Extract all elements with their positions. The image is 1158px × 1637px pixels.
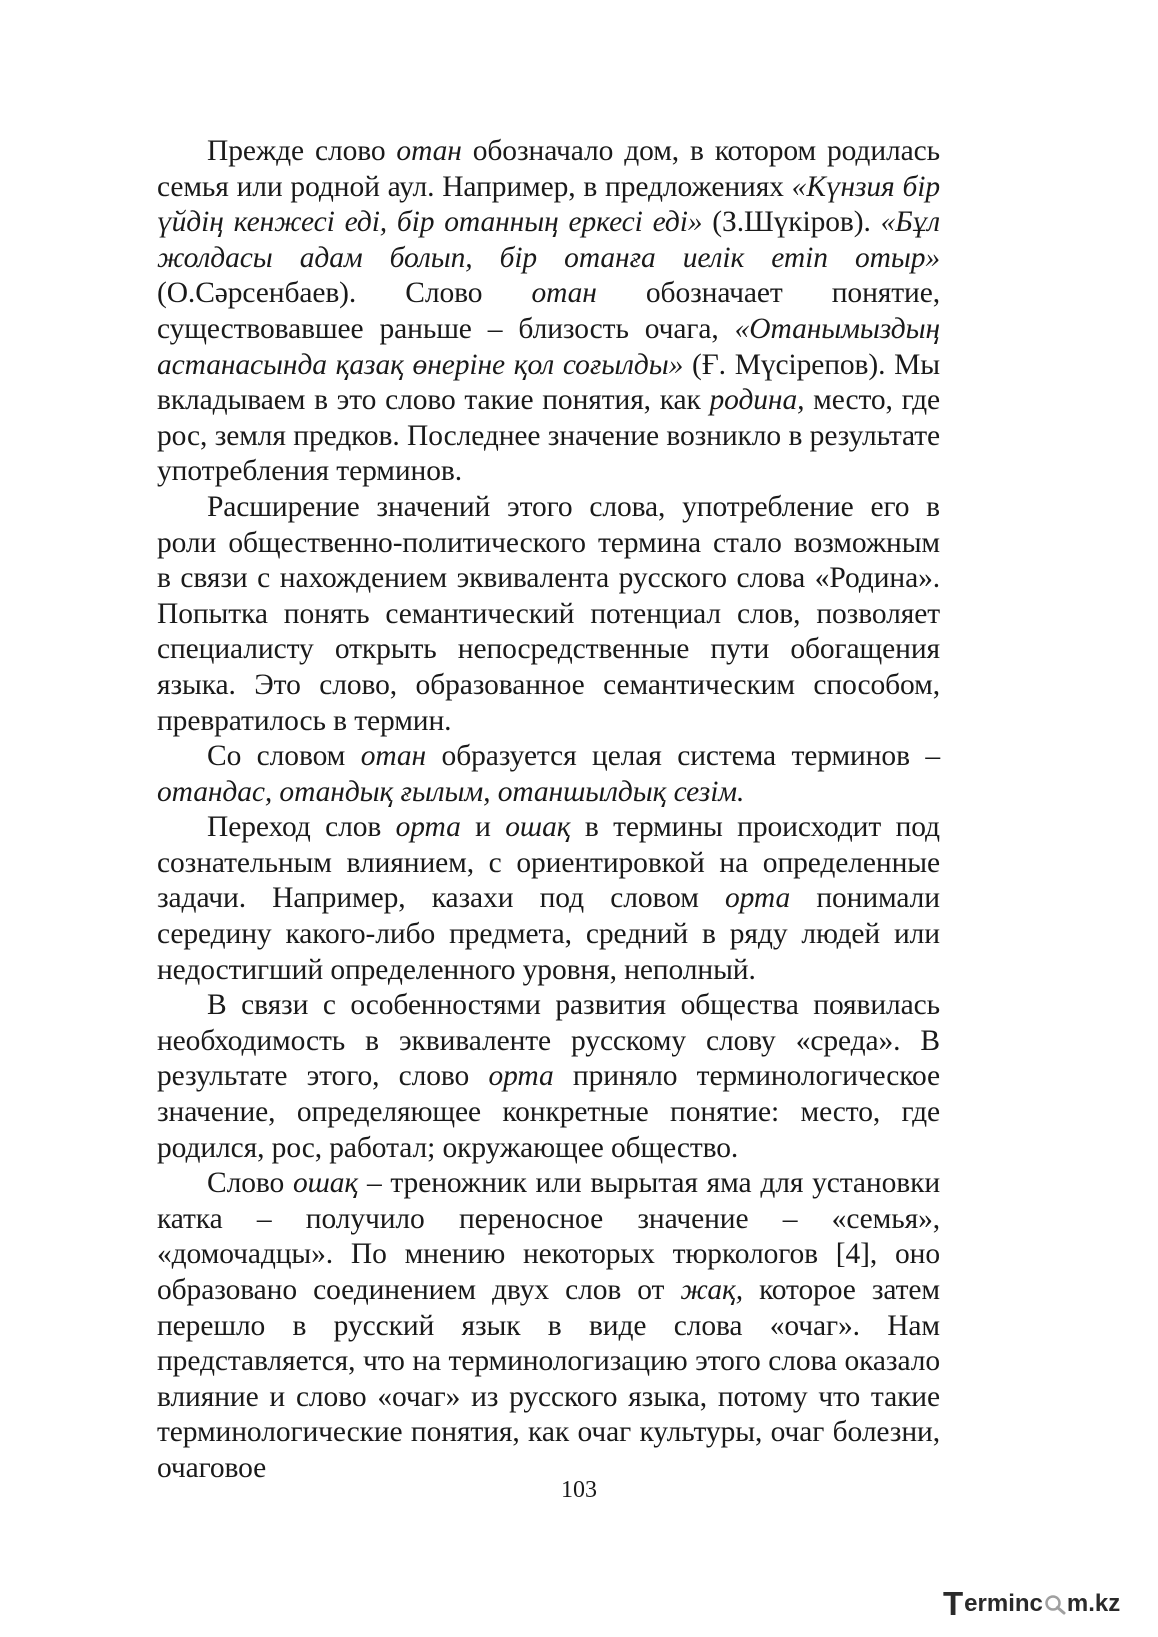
text-run: которое затем перешло в русский язык в виде слова «очаг». Нам представляется, что на терминологизацию этого слова оказало влияние и слово «очаг» из русского языка, потому что такие терминологические понятия, как очаг культуры, очаг болезни, очаговое	[157, 1274, 940, 1484]
text-run: понимали середину какого-либо предмета, средний в ряду людей или недостигший определенного уровня, неполный.	[157, 882, 940, 986]
italic-term: отандас, отандық ғылым, отаншылдық сезім.	[157, 775, 745, 808]
paragraph	[157, 988, 940, 1166]
text-run: обозначает понятие, существовавшее раньше – близость очага,	[157, 277, 940, 345]
watermark-text-part-2: m.kz	[1066, 1590, 1121, 1617]
magnifier-icon	[1044, 1593, 1066, 1615]
paragraph	[157, 490, 940, 739]
paragraph	[157, 134, 940, 490]
text-run: (Ғ. Мүсірепов). Мы вкладываем в это слово такие понятия, как	[157, 348, 940, 417]
text-run: (О.Сәрсенбаев). Слово	[157, 277, 532, 310]
italic-term: орта	[395, 811, 461, 844]
italic-term: «Отанымыздың астанасында қазақ өнеріне қол соғылды»	[157, 312, 940, 381]
italic-term: орта	[724, 882, 791, 915]
text-run: Расширение значений этого слова, употребление его в роли общественно-политического термина стало возможным в связи с нахождением эквивалента русского слова «Родина». Попытка понять семантический потенциал слов, позволяет специалисту открыть непосредственные пути обогащения языка. Это слово, образованное семантическим способом, превратилось в термин.	[157, 490, 940, 737]
italic-term: отан	[531, 277, 597, 310]
text-run: Со словом	[207, 740, 361, 773]
site-watermark	[943, 1586, 1120, 1622]
italic-term: «Бұл жолдасы адам болып, бір отанға иелік етіп отыр»	[157, 206, 940, 274]
text-run: (З.Шүкіров).	[702, 206, 881, 239]
italic-term: жақ,	[680, 1274, 743, 1306]
italic-term: орта	[488, 1060, 554, 1093]
page-number: 103	[561, 1477, 597, 1503]
italic-term: «Күнзия бір үйдің кенжесі еді, бір отанның еркесі еді»	[157, 170, 940, 239]
text-run: Прежде слово	[207, 135, 397, 167]
paragraph	[157, 810, 940, 988]
italic-term: ошақ	[292, 1167, 359, 1200]
text-run: и	[460, 811, 506, 844]
paragraph	[157, 739, 940, 810]
italic-term: родина,	[709, 384, 805, 417]
italic-term: отан	[360, 740, 427, 773]
paragraph	[157, 1166, 940, 1486]
italic-term: ошақ	[505, 811, 571, 844]
text-run: место, где рос, земля предков. Последнее значение возникло в результате употребления терминов.	[157, 384, 940, 488]
watermark-letter-t: T	[943, 1585, 964, 1622]
text-run: – треножник или вырытая яма для установки катка – получило переносное значение – «семья», «домочадцы». По мнению некоторых тюркологов [4], оно образовано соединением двух слов от	[157, 1167, 941, 1306]
text-run: обозначало дом, в котором родилась семья или родной аул. Например, в предложениях	[157, 135, 940, 203]
text-run: в термины происходит под сознательным влиянием, с ориентировкой на определенные задачи. Например, казахи под словом	[157, 811, 940, 915]
italic-term: отан	[396, 135, 462, 167]
text-run: В связи с особенностями развития общества появилась необходимость в эквиваленте русскому слову «среда». В результате этого, слово	[157, 989, 940, 1093]
text-run: образуется целая система терминов –	[426, 740, 940, 773]
text-run: приняло терминологическое значение, определяющее конкретные понятие: место, где родился, рос, работал; окружающее общество.	[157, 1060, 940, 1164]
watermark-text-part-1: erminc	[964, 1590, 1043, 1617]
text-run: Переход слов	[207, 811, 396, 844]
page-body	[157, 134, 940, 1487]
text-run: Слово	[207, 1167, 293, 1200]
